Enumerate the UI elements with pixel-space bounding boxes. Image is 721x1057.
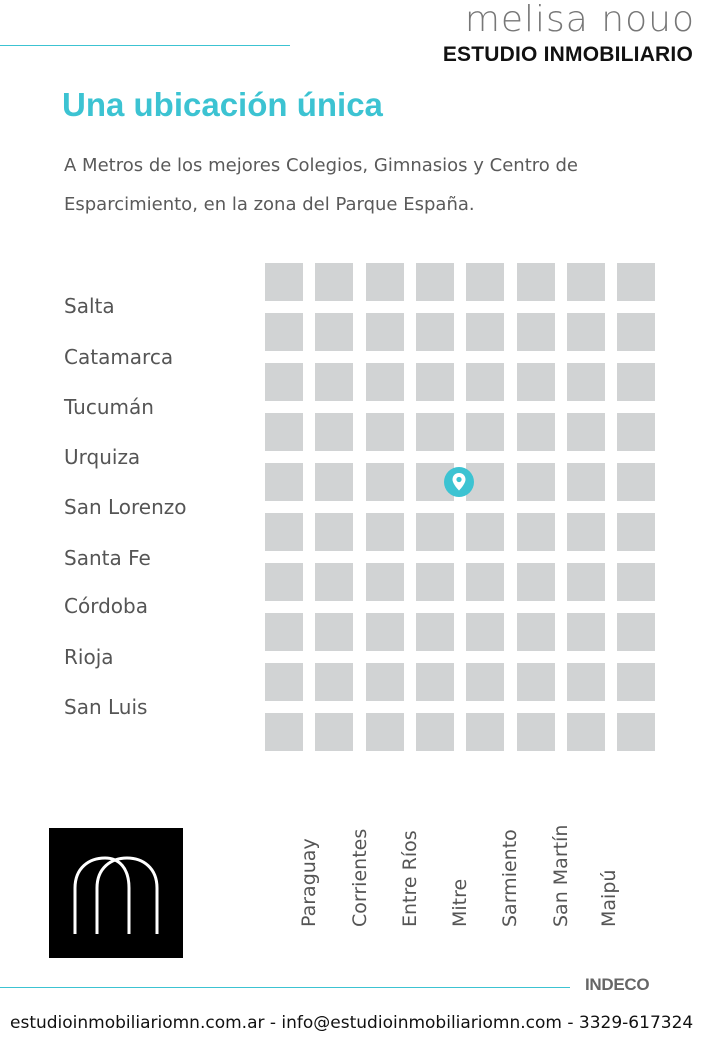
city-block [265, 713, 303, 751]
street-label-row: Rioja [64, 645, 114, 669]
brand-logo-text: melisa nouo [464, 0, 695, 40]
city-block [416, 663, 454, 701]
intro-text: A Metros de los mejores Colegios, Gimnasios y Centro de Esparcimiento, en la zona del Parque España. [64, 155, 579, 215]
city-block [366, 313, 404, 351]
city-block [567, 563, 605, 601]
city-block [567, 463, 605, 501]
brand-subtitle: ESTUDIO INMOBILIARIO [442, 43, 693, 66]
city-block [416, 713, 454, 751]
street-label-row: Santa Fe [64, 546, 151, 570]
city-block [315, 463, 353, 501]
city-block [315, 413, 353, 451]
city-block [517, 263, 555, 301]
city-block [567, 363, 605, 401]
city-block [416, 263, 454, 301]
city-block [315, 363, 353, 401]
city-block [466, 363, 504, 401]
street-label-row: Tucumán [64, 395, 154, 419]
city-block [466, 413, 504, 451]
street-label-row: Córdoba [64, 594, 148, 618]
city-block [617, 713, 655, 751]
city-block [416, 613, 454, 651]
city-block [265, 563, 303, 601]
street-label-row: Salta [64, 294, 115, 318]
city-block [416, 313, 454, 351]
city-block [265, 313, 303, 351]
city-block [366, 563, 404, 601]
street-label-column: Corrientes [349, 828, 371, 927]
street-label-column: Paraguay [298, 838, 320, 927]
city-block [315, 263, 353, 301]
city-block [416, 363, 454, 401]
footer-divider [0, 987, 570, 988]
street-label-row: Urquiza [64, 445, 141, 469]
city-block [466, 613, 504, 651]
city-block [265, 463, 303, 501]
header-divider [0, 45, 290, 46]
city-block [617, 513, 655, 551]
city-block [617, 463, 655, 501]
city-block [315, 663, 353, 701]
city-block [315, 563, 353, 601]
street-label-column: Mitre [449, 878, 471, 927]
city-block [265, 663, 303, 701]
city-block [617, 313, 655, 351]
city-block [366, 513, 404, 551]
city-block [517, 663, 555, 701]
city-block [416, 413, 454, 451]
city-block [315, 313, 353, 351]
street-label-row: Catamarca [64, 345, 174, 369]
city-block [617, 563, 655, 601]
city-block [617, 663, 655, 701]
city-block [517, 363, 555, 401]
city-block [265, 413, 303, 451]
city-block [265, 513, 303, 551]
city-block [567, 313, 605, 351]
city-block [315, 713, 353, 751]
city-block [466, 563, 504, 601]
partner-logo: INDECO [585, 975, 650, 994]
city-block [265, 363, 303, 401]
street-label-row: San Luis [64, 695, 148, 719]
city-block [366, 663, 404, 701]
city-block [265, 263, 303, 301]
city-block [567, 513, 605, 551]
city-block [567, 663, 605, 701]
city-block [517, 513, 555, 551]
city-block [366, 363, 404, 401]
city-block [617, 613, 655, 651]
city-block [517, 713, 555, 751]
city-block [416, 563, 454, 601]
city-block [466, 263, 504, 301]
contact-footer: estudioinmobiliariomn.com.ar - info@estudioinmobiliariomn.com - 3329-617324 [10, 1013, 694, 1033]
city-block [567, 613, 605, 651]
city-block [366, 713, 404, 751]
street-label-column: Entre Ríos [399, 830, 421, 927]
street-label-row: San Lorenzo [64, 495, 187, 519]
city-block [366, 613, 404, 651]
city-block [517, 613, 555, 651]
city-block [617, 413, 655, 451]
city-block [517, 413, 555, 451]
city-block [567, 263, 605, 301]
city-block [466, 663, 504, 701]
city-block [567, 413, 605, 451]
city-block [416, 513, 454, 551]
street-label-column: Maipú [598, 869, 620, 927]
city-block [517, 563, 555, 601]
street-label-column: San Martín [550, 824, 572, 927]
city-block [517, 313, 555, 351]
city-block [315, 513, 353, 551]
brand-monogram-logo [49, 828, 183, 958]
city-block [466, 713, 504, 751]
city-block [567, 713, 605, 751]
city-block [517, 463, 555, 501]
city-block [617, 363, 655, 401]
city-block [366, 413, 404, 451]
city-block [466, 313, 504, 351]
city-block [265, 613, 303, 651]
city-block [617, 263, 655, 301]
city-block [366, 463, 404, 501]
city-block [366, 263, 404, 301]
page-title: Una ubicación única [62, 86, 383, 123]
street-label-column: Sarmiento [499, 829, 521, 927]
city-block [315, 613, 353, 651]
city-block [466, 513, 504, 551]
location-pin-icon [444, 467, 474, 497]
